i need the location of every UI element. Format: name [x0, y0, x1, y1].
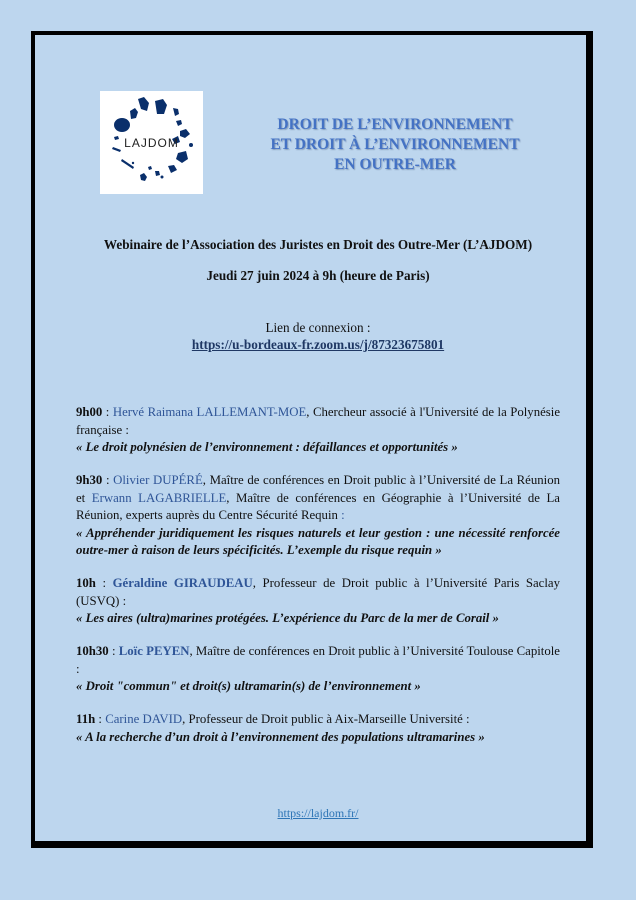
- document-title: [230, 115, 560, 175]
- website-link[interactable]: https://lajdom.fr/: [277, 806, 359, 820]
- island-shape: [112, 147, 121, 152]
- island-shape: [121, 159, 134, 169]
- island-shape: [155, 99, 167, 114]
- connection-label: Lien de connexion :: [265, 320, 371, 335]
- zoom-link[interactable]: https://u-bordeaux-fr.zoom.us/j/87323675801: [191, 337, 445, 352]
- island-shape: [168, 165, 177, 173]
- island-shape: [114, 136, 119, 140]
- island-shape: [155, 171, 160, 176]
- talk-title: « Le droit polynésien de l’environnement : défaillances et opportunités »: [76, 440, 458, 454]
- speaker-name: Olivier DUPÉRÉ: [113, 473, 203, 487]
- speaker-name: Loïc PEYEN: [118, 644, 190, 658]
- organizer-heading: Webinaire de l’Association des Juristes en Droit des Outre-Mer (L’AJDOM): [103, 237, 533, 252]
- talk-title: « Appréhender juridiquement les risques naturels et leur gestion : une nécessité renforcée outre-mer à raison de leurs spécificités. L’exemple du risque requin »: [76, 525, 560, 557]
- speaker-name: Hervé Raimana LALLEMANT-MOE: [112, 405, 307, 419]
- title-line-3: EN OUTRE-MER: [334, 156, 456, 173]
- island-shape: [161, 176, 164, 179]
- island-shape: [176, 151, 188, 163]
- connection-block: [40, 319, 596, 353]
- island-shape: [180, 129, 190, 138]
- session-item: 10h30 : Loïc PEYEN, Maître de conférences en Droit public à l’Université Toulouse Capitole : « Droit "commun" et droit(s) ultramarin(s) de l’environnement »: [76, 643, 560, 696]
- speaker-role: , Professeur de Droit public à Aix-Marseille Université :: [182, 712, 470, 726]
- session-time: 11h: [76, 712, 96, 726]
- talk-title: « Les aires (ultra)marines protégées. L’expérience du Parc de la mer de Corail »: [76, 611, 499, 625]
- island-shape: [173, 108, 179, 116]
- island-shape: [138, 97, 149, 111]
- speaker-role: , Maître de conférences en Géographie à l’Université de La Réunion, experts auprès du Centre Sécurité Requin: [76, 490, 560, 522]
- speaker-role: , Professeur de Droit public à l’Université Paris Saclay (USVQ) :: [76, 576, 560, 608]
- island-shape: [176, 120, 182, 126]
- program-list: [76, 404, 560, 762]
- session-time: 10h30: [76, 644, 109, 658]
- session-item: 10h : Géraldine GIRAUDEAU, Professeur de Droit public à l’Université Paris Saclay (USVQ) : « Les aires (ultra)marines protégées. L’expérience du Parc de la mer de Corail »: [76, 575, 560, 628]
- footer: [40, 806, 596, 821]
- title-line-1: DROIT DE L’ENVIRONNEMENT: [277, 116, 513, 133]
- event-date: Jeudi 27 juin 2024 à 9h (heure de Paris): [206, 268, 430, 283]
- title-line-2: ET DROIT À L’ENVIRONNEMENT: [270, 136, 520, 153]
- speaker-name: Erwann LAGABRIELLE: [91, 490, 227, 505]
- island-shape: [130, 108, 138, 119]
- talk-title: « A la recherche d’un droit à l’environnement des populations ultramarines »: [76, 729, 485, 744]
- session-time: 9h00: [76, 405, 103, 419]
- speaker-name: Géraldine GIRAUDEAU: [112, 576, 253, 590]
- island-shape: [148, 166, 152, 170]
- trailing-colon: :: [341, 508, 345, 522]
- session-time: 9h30: [76, 473, 103, 487]
- talk-title: « Droit "commun" et droit(s) ultramarin(s) de l’environnement »: [76, 679, 421, 693]
- island-shape: [140, 173, 147, 181]
- island-shape: [132, 162, 134, 164]
- logo-text: LAJDOM: [124, 136, 179, 150]
- speaker-role: , Maître de conférences en Droit public à l’Université Toulouse Capitole :: [76, 644, 560, 676]
- speaker-role: , Maître de conférences en Droit public à l’Université de La Réunion et: [76, 473, 560, 505]
- island-shape: [114, 118, 130, 132]
- session-item: 9h00 : Hervé Raimana LALLEMANT-MOE, Chercheur associé à l'Université de la Polynésie française : « Le droit polynésien de l’environnement : défaillances et opportunités »: [76, 404, 560, 457]
- session-item: 11h : Carine DAVID, Professeur de Droit public à Aix-Marseille Université : « A la recherche d’un droit à l’environnement des populations ultramarines »: [76, 711, 560, 746]
- islands-circle-logo-icon: [100, 91, 203, 194]
- speaker-role: , Chercheur associé à l'Université de la Polynésie française :: [76, 405, 560, 437]
- speaker-name: Carine DAVID: [105, 712, 183, 726]
- island-shape: [189, 143, 193, 147]
- session-item: 9h30 : Olivier DUPÉRÉ, Maître de conférences en Droit public à l’Université de La Réunion et Erwann LAGABRIELLE, Maître de conférences en Géographie à l’Université de La Réunion, experts auprès du Centre Sécurité Requin : « Appréhender juridiquement les risques naturels et leur gestion : une nécessité renforcée outre-mer à raison de leurs spécificités. L’exemple du risque requin »: [76, 472, 560, 560]
- session-time: 10h: [76, 576, 96, 590]
- lajdom-logo: [100, 91, 203, 194]
